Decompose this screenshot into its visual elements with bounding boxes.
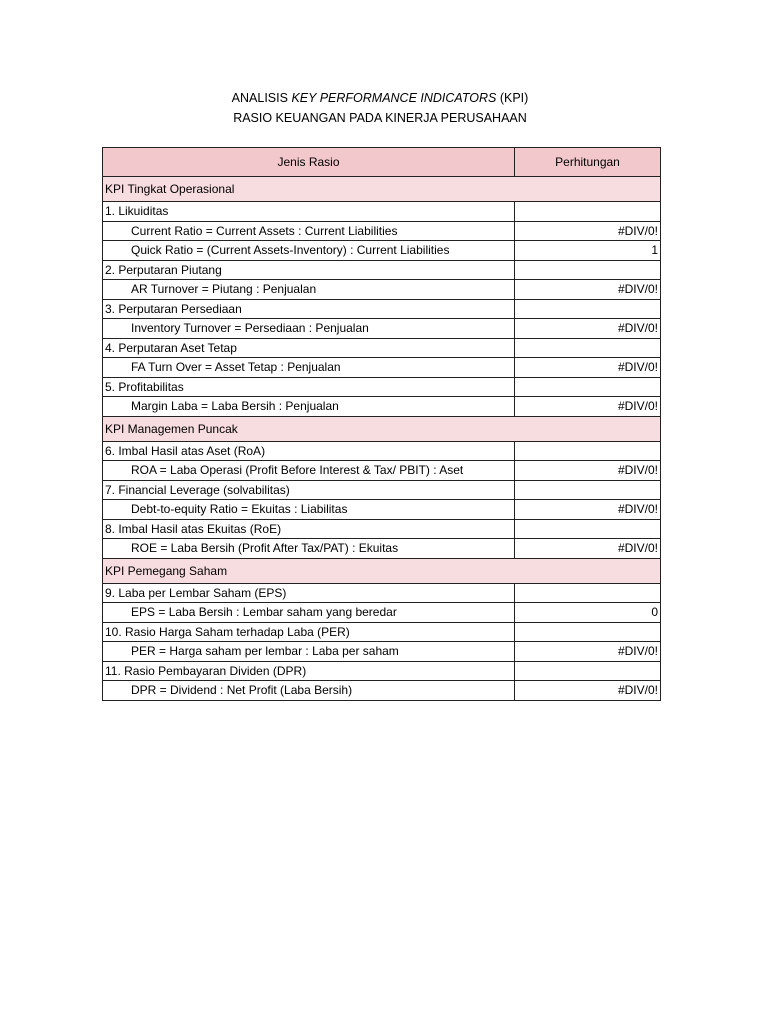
- calculation-value: #DIV/0!: [515, 397, 661, 417]
- column-header-jenis-rasio: Jenis Rasio: [103, 148, 515, 177]
- calculation-value: #DIV/0!: [515, 539, 661, 559]
- category-label: 2. Perputaran Piutang: [103, 260, 515, 280]
- ratio-row: [103, 681, 661, 701]
- ratio-row: [103, 500, 661, 520]
- ratio-formula: Debt-to-equity Ratio = Ekuitas : Liabilitas: [103, 500, 515, 520]
- ratio-row: [103, 221, 661, 241]
- ratio-formula: Current Ratio = Current Assets : Current Liabilities: [103, 221, 515, 241]
- category-row: [103, 260, 661, 280]
- calculation-value: #DIV/0!: [515, 642, 661, 662]
- ratio-row: [103, 603, 661, 623]
- category-label: 7. Financial Leverage (solvabilitas): [103, 480, 515, 500]
- section-label: KPI Tingkat Operasional: [103, 177, 661, 202]
- category-label: 6. Imbal Hasil atas Aset (RoA): [103, 441, 515, 461]
- section-row: [103, 558, 661, 583]
- category-row: [103, 338, 661, 358]
- header-row: [103, 148, 661, 177]
- ratio-row: [103, 642, 661, 662]
- category-label: 5. Profitabilitas: [103, 377, 515, 397]
- category-row: [103, 519, 661, 539]
- ratio-row: [103, 241, 661, 261]
- calculation-value: #DIV/0!: [515, 500, 661, 520]
- ratio-row: [103, 397, 661, 417]
- category-row: [103, 441, 661, 461]
- title-line-2: RASIO KEUANGAN PADA KINERJA PERUSAHAAN: [233, 111, 527, 125]
- ratio-formula: Margin Laba = Laba Bersih : Penjualan: [103, 397, 515, 417]
- ratio-row: [103, 461, 661, 481]
- title-italic: KEY PERFORMANCE INDICATORS: [291, 91, 497, 105]
- calculation-value: [515, 583, 661, 603]
- title-suffix: (KPI): [499, 91, 529, 105]
- calculation-value: #DIV/0!: [515, 358, 661, 378]
- category-row: [103, 622, 661, 642]
- section-row: [103, 416, 661, 441]
- calculation-value: [515, 661, 661, 681]
- calculation-value: [515, 480, 661, 500]
- ratio-formula: Quick Ratio = (Current Assets-Inventory) : Current Liabilities: [103, 241, 515, 261]
- calculation-value: [515, 622, 661, 642]
- category-label: 3. Perputaran Persediaan: [103, 299, 515, 319]
- category-label: 10. Rasio Harga Saham terhadap Laba (PER): [103, 622, 515, 642]
- kpi-table: [102, 147, 661, 701]
- category-label: 4. Perputaran Aset Tetap: [103, 338, 515, 358]
- title-line-1: [0, 88, 760, 108]
- calculation-value: #DIV/0!: [515, 681, 661, 701]
- calculation-value: #DIV/0!: [515, 319, 661, 339]
- ratio-formula: Inventory Turnover = Persediaan : Penjualan: [103, 319, 515, 339]
- category-label: 11. Rasio Pembayaran Dividen (DPR): [103, 661, 515, 681]
- category-row: [103, 299, 661, 319]
- calculation-value: #DIV/0!: [515, 221, 661, 241]
- ratio-formula: EPS = Laba Bersih : Lembar saham yang beredar: [103, 603, 515, 623]
- ratio-formula: AR Turnover = Piutang : Penjualan: [103, 280, 515, 300]
- calculation-value: [515, 260, 661, 280]
- calculation-value: [515, 299, 661, 319]
- calculation-value: [515, 441, 661, 461]
- calculation-value: #DIV/0!: [515, 280, 661, 300]
- ratio-row: [103, 358, 661, 378]
- category-label: 1. Likuiditas: [103, 202, 515, 222]
- calculation-value: 1: [515, 241, 661, 261]
- column-header-perhitungan: Perhitungan: [515, 148, 661, 177]
- ratio-row: [103, 539, 661, 559]
- category-row: [103, 661, 661, 681]
- calculation-value: [515, 338, 661, 358]
- section-label: KPI Managemen Puncak: [103, 416, 661, 441]
- calculation-value: [515, 202, 661, 222]
- category-label: 9. Laba per Lembar Saham (EPS): [103, 583, 515, 603]
- section-label: KPI Pemegang Saham: [103, 558, 661, 583]
- title-prefix: ANALISIS: [231, 91, 288, 105]
- calculation-value: [515, 519, 661, 539]
- section-row: [103, 177, 661, 202]
- ratio-formula: ROA = Laba Operasi (Profit Before Interest & Tax/ PBIT) : Aset: [103, 461, 515, 481]
- ratio-formula: ROE = Laba Bersih (Profit After Tax/PAT) : Ekuitas: [103, 539, 515, 559]
- category-row: [103, 480, 661, 500]
- category-row: [103, 377, 661, 397]
- category-label: 8. Imbal Hasil atas Ekuitas (RoE): [103, 519, 515, 539]
- document-title: [0, 88, 760, 128]
- category-row: [103, 202, 661, 222]
- ratio-formula: FA Turn Over = Asset Tetap : Penjualan: [103, 358, 515, 378]
- ratio-formula: PER = Harga saham per lembar : Laba per saham: [103, 642, 515, 662]
- ratio-formula: DPR = Dividend : Net Profit (Laba Bersih): [103, 681, 515, 701]
- table-body: [103, 177, 661, 701]
- ratio-row: [103, 319, 661, 339]
- category-row: [103, 583, 661, 603]
- calculation-value: [515, 377, 661, 397]
- calculation-value: 0: [515, 603, 661, 623]
- calculation-value: #DIV/0!: [515, 461, 661, 481]
- ratio-row: [103, 280, 661, 300]
